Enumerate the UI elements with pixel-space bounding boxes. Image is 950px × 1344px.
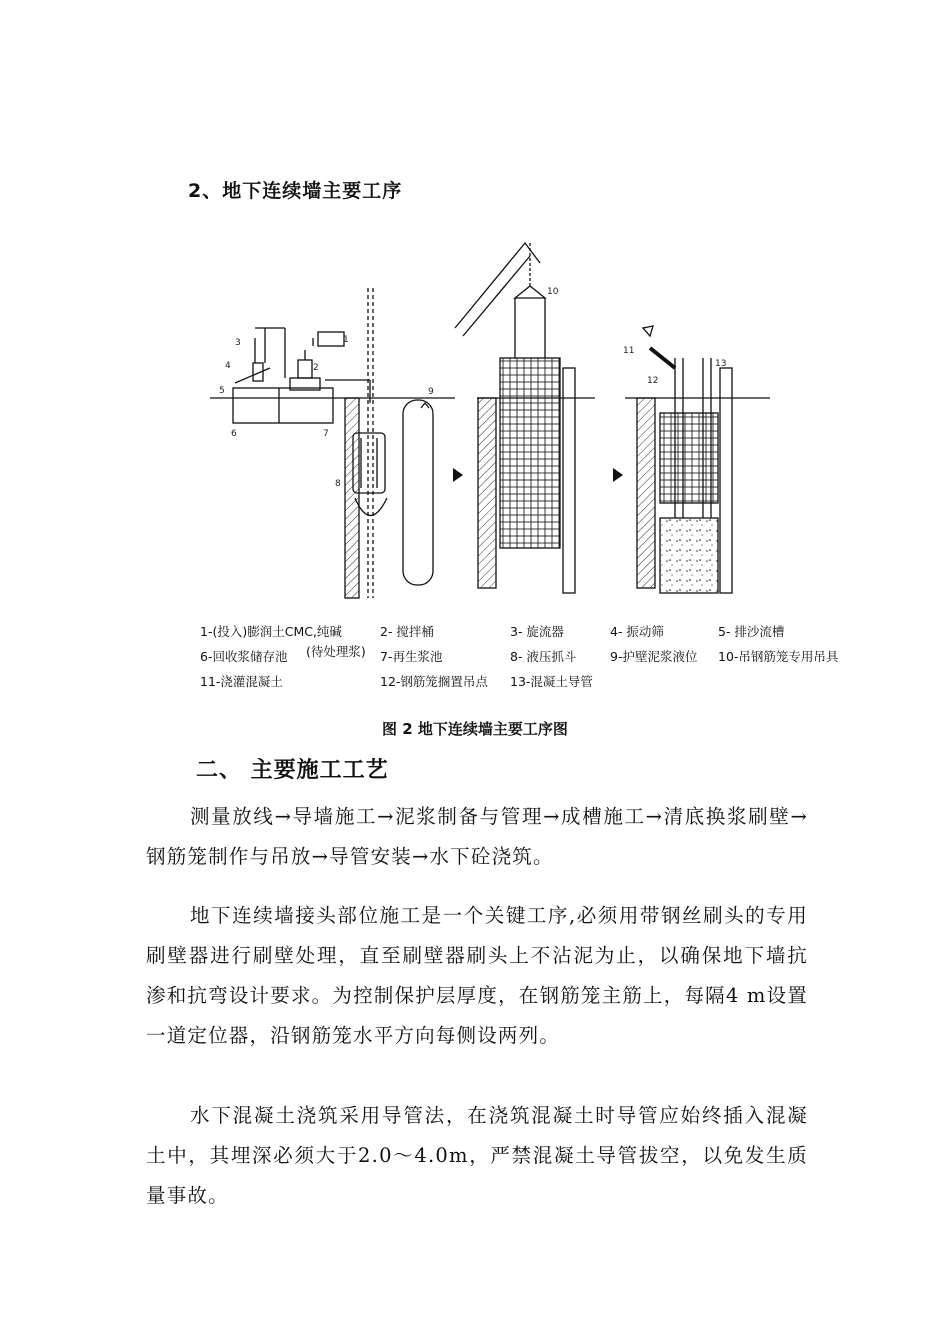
arrow-2-icon — [613, 468, 623, 482]
callout-7: 7 — [323, 429, 329, 439]
stage-1-excavation — [210, 288, 455, 598]
legend-item-10: 10-吊钢筋笼专用吊具 — [718, 649, 839, 664]
legend-item-7: 7-再生浆池 — [380, 649, 443, 664]
subsection-heading: 二、 主要施工工艺 — [196, 758, 389, 783]
legend-item-3: 3- 旋流器 — [510, 624, 564, 639]
paragraph-process: 测量放线→导墙施工→泥浆制备与管理→成槽施工→清底换浆刷壁→钢筋笼制作与吊放→导管安装→水下砼浇筑。 — [146, 805, 808, 868]
section-heading: 2、地下连续墙主要工序 — [188, 180, 403, 202]
legend-item-2: 2- 搅拌桶 — [380, 624, 434, 639]
stage-1-callouts — [219, 335, 434, 489]
paragraph-pouring: 水下混凝土浇筑采用导管法，在浇筑混凝土时导管应始终插入混凝土中，其埋深必须大于2.0～4.0m，严禁混凝土导管拔空，以免发生质量事故。 — [146, 1104, 808, 1207]
paragraph-joint: 地下连续墙接头部位施工是一个关键工序,必须用带钢丝刷头的专用刷壁器进行刷壁处理，直至刷壁器刷头上不沾泥为止，以确保地下墙抗渗和抗弯设计要求。为控制保护层厚度，在钢筋笼主筋上，每隔4 m设置一道定位器，沿钢筋笼水平方向每侧设两列。 — [146, 904, 808, 1047]
legend-item-11: 11-浇灌混凝土 — [200, 674, 283, 689]
arrow-1-icon — [453, 468, 463, 482]
legend-item-6-note: (待处理浆) — [306, 644, 366, 659]
callout-10: 10 — [547, 287, 559, 297]
legend-item-13: 13-混凝土导管 — [510, 674, 593, 689]
figure-caption: 图 2 地下连续墙主要工序图 — [382, 720, 568, 738]
callout-12: 12 — [647, 376, 659, 386]
stage-3-concrete — [625, 326, 770, 593]
callout-13: 13 — [715, 359, 727, 369]
stage-2-cage — [455, 243, 595, 593]
stage-2-callouts — [547, 287, 559, 297]
legend-item-5: 5- 排沙流槽 — [718, 624, 785, 639]
callout-11: 11 — [623, 346, 635, 356]
callout-6: 6 — [231, 429, 237, 439]
callout-5: 5 — [219, 386, 225, 396]
legend-item-8: 8- 液压抓斗 — [510, 649, 577, 664]
callout-9: 9 — [428, 387, 434, 397]
callout-3: 3 — [235, 338, 241, 348]
legend-item-9: 9-护壁泥浆液位 — [610, 649, 698, 664]
callout-2: 2 — [313, 363, 319, 373]
legend-item-4: 4- 振动筛 — [610, 624, 664, 639]
legend-item-1: 1-(投入)膨润土CMC,纯碱 — [200, 624, 342, 639]
legend-item-12: 12-钢筋笼搁置吊点 — [380, 674, 488, 689]
callout-1: 1 — [343, 335, 349, 345]
callout-4: 4 — [225, 361, 231, 371]
process-diagram — [195, 228, 795, 608]
callout-8: 8 — [335, 479, 341, 489]
legend-item-6: 6-回收浆储存池 — [200, 649, 288, 664]
